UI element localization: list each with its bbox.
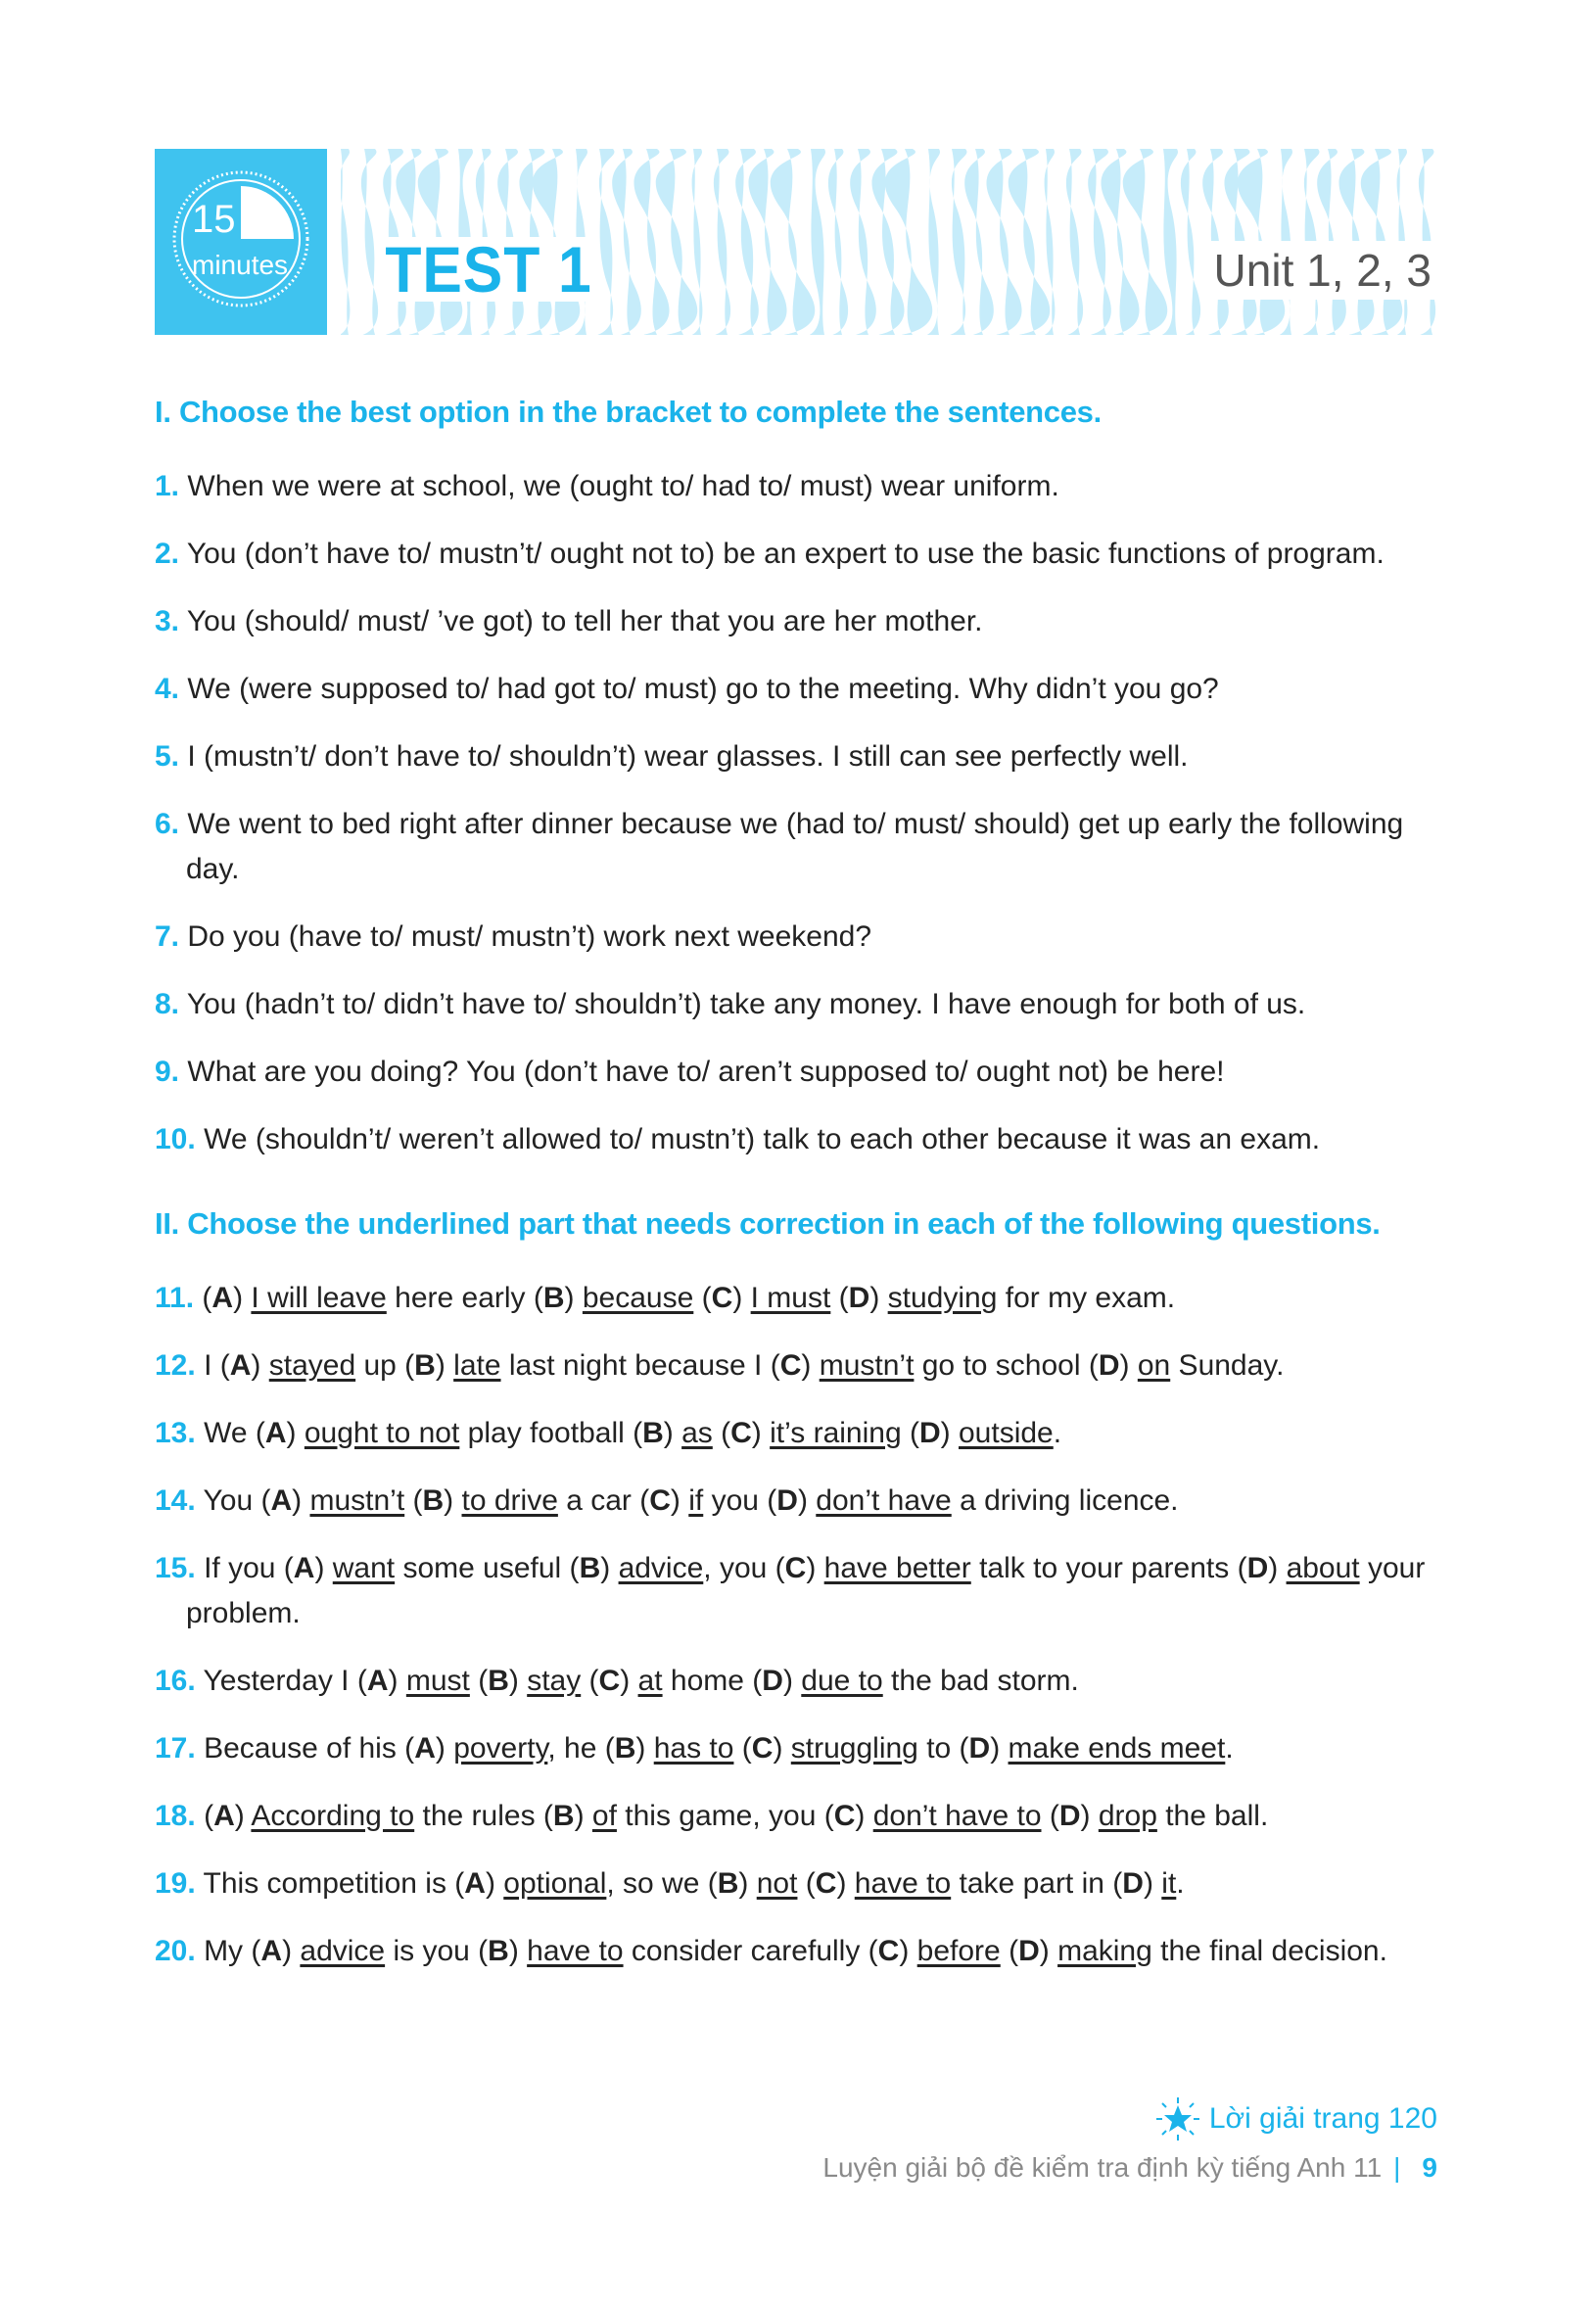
question-text: ) xyxy=(286,1417,305,1449)
option-letter: A xyxy=(211,1282,234,1314)
question-text: . xyxy=(1176,1867,1185,1900)
question-text: ) xyxy=(797,1484,817,1517)
underlined-option: make ends meet xyxy=(1008,1732,1226,1765)
question-text-continued: problem. xyxy=(186,1597,301,1629)
question-number: 19. xyxy=(155,1867,196,1900)
option-letter: D xyxy=(1098,1349,1120,1382)
question-text: talk to your parents ( xyxy=(970,1552,1247,1584)
section-title-1: I. Choose the best option in the bracket to complete the sentences. xyxy=(155,395,1102,429)
question-item xyxy=(155,1861,1437,1906)
option-letter: B xyxy=(717,1867,739,1900)
question-text: ) xyxy=(435,1732,454,1765)
question-text: ( xyxy=(204,1800,214,1832)
footer-separator: | xyxy=(1393,2152,1401,2183)
unit-label: Unit 1, 2, 3 xyxy=(1200,241,1437,300)
question-item xyxy=(155,1546,1437,1636)
question-text: ) xyxy=(234,1800,252,1832)
question-text: ) xyxy=(1143,1867,1162,1900)
underlined-option: making xyxy=(1057,1935,1152,1967)
question-text: some useful ( xyxy=(395,1552,580,1584)
option-letter: B xyxy=(488,1935,509,1967)
question-item xyxy=(155,667,1437,712)
question-text: ) xyxy=(670,1484,689,1517)
underlined-option: outside xyxy=(958,1417,1054,1449)
underlined-option: have to xyxy=(854,1867,952,1900)
question-text: ( xyxy=(712,1417,731,1449)
underlined-option: drop xyxy=(1098,1800,1157,1832)
question-text: ) xyxy=(940,1417,959,1449)
question-number: 20. xyxy=(155,1935,196,1967)
question-text: to ( xyxy=(917,1732,969,1765)
question-text: ) xyxy=(738,1867,757,1900)
option-letter: B xyxy=(642,1417,664,1449)
question-item xyxy=(155,1929,1437,1974)
question-text: the ball. xyxy=(1156,1800,1269,1832)
underlined-option: about xyxy=(1286,1552,1360,1584)
question-number: 14. xyxy=(155,1484,196,1517)
question-text: up ( xyxy=(355,1349,415,1382)
question-text: ) xyxy=(233,1282,252,1314)
question-text: ) xyxy=(773,1732,791,1765)
question-item xyxy=(155,1050,1437,1095)
option-letter: A xyxy=(229,1349,252,1382)
underlined-option: want xyxy=(332,1552,396,1584)
timer-badge xyxy=(155,149,327,335)
question-text: your xyxy=(1359,1552,1426,1584)
underlined-option: to drive xyxy=(461,1484,558,1517)
question-text: ( xyxy=(733,1732,752,1765)
question-number: 16. xyxy=(155,1665,196,1697)
option-letter: A xyxy=(293,1552,315,1584)
underlined-option: advice xyxy=(618,1552,704,1584)
question-text: My ( xyxy=(204,1935,261,1967)
question-text: ( xyxy=(1041,1800,1059,1832)
question-text: What are you doing? You (don’t have to/ aren’t supposed to/ ought not) be here! xyxy=(187,1056,1225,1088)
question-text: ) xyxy=(990,1732,1009,1765)
question-text: ) xyxy=(1039,1935,1058,1967)
question-text: You (should/ must/ ’ve got) to tell her that you are her mother. xyxy=(186,605,983,637)
underlined-option: I must xyxy=(750,1282,831,1314)
option-letter: C xyxy=(815,1867,837,1900)
question-item xyxy=(155,915,1437,960)
underlined-option: have to xyxy=(527,1935,624,1967)
question-text: ) xyxy=(1080,1800,1099,1832)
underlined-option: on xyxy=(1137,1349,1171,1382)
underlined-option: because xyxy=(582,1282,694,1314)
question-number: 1. xyxy=(155,470,180,502)
option-letter: A xyxy=(213,1800,235,1832)
underlined-option: has to xyxy=(653,1732,734,1765)
underlined-option: struggling xyxy=(790,1732,918,1765)
underlined-option: at xyxy=(637,1665,663,1697)
question-text: ) xyxy=(855,1800,873,1832)
question-text: ) xyxy=(635,1732,654,1765)
option-letter: D xyxy=(848,1282,870,1314)
question-text: ( xyxy=(693,1282,712,1314)
underlined-option: According to xyxy=(251,1800,415,1832)
question-text: go to school ( xyxy=(914,1349,1099,1382)
option-letter: C xyxy=(784,1552,807,1584)
question-number: 6. xyxy=(155,808,180,840)
question-number: 2. xyxy=(155,538,180,570)
question-item xyxy=(155,1659,1437,1704)
question-text: When we were at school, we (ought to/ had to/ must) wear uniform. xyxy=(187,470,1059,502)
question-text: ) xyxy=(869,1282,888,1314)
question-text: You (hadn’t to/ didn’t have to/ shouldn’t) take any money. I have enough for both of us. xyxy=(186,988,1306,1020)
option-letter: C xyxy=(711,1282,733,1314)
question-text: last night because I ( xyxy=(500,1349,780,1382)
question-text: for my exam. xyxy=(997,1282,1176,1314)
question-number: 9. xyxy=(155,1056,180,1088)
question-text: Yesterday I ( xyxy=(203,1665,367,1697)
question-number: 13. xyxy=(155,1417,196,1449)
underlined-option: optional xyxy=(503,1867,607,1900)
question-text: We (shouldn’t/ weren’t allowed to/ mustn’t) talk to each other because it was an exam. xyxy=(204,1123,1321,1155)
question-text: the rules ( xyxy=(414,1800,553,1832)
answer-reference xyxy=(1154,2095,1437,2142)
question-text: ( xyxy=(581,1665,599,1697)
option-letter: D xyxy=(1058,1800,1081,1832)
question-text: . xyxy=(1053,1417,1062,1449)
underlined-option: mustn’t xyxy=(309,1484,405,1517)
question-text: ) xyxy=(801,1349,820,1382)
underlined-option: if xyxy=(688,1484,704,1517)
question-number: 18. xyxy=(155,1800,196,1832)
underlined-option: mustn’t xyxy=(819,1349,915,1382)
option-letter: B xyxy=(579,1552,601,1584)
underlined-option: don’t have to xyxy=(872,1800,1042,1832)
underlined-option: due to xyxy=(801,1665,883,1697)
question-text: ) xyxy=(444,1484,462,1517)
option-letter: B xyxy=(422,1484,445,1517)
question-text: is you ( xyxy=(385,1935,489,1967)
question-text: consider carefully ( xyxy=(623,1935,878,1967)
question-number: 15. xyxy=(155,1552,196,1584)
option-letter: D xyxy=(1122,1867,1144,1900)
question-text: ( xyxy=(1000,1935,1019,1967)
question-text: We went to bed right after dinner because we (had to/ must/ should) get up early the following xyxy=(187,808,1404,840)
question-number: 7. xyxy=(155,920,180,953)
test-content xyxy=(155,390,1437,1997)
underlined-option: as xyxy=(681,1417,713,1449)
question-text: ) xyxy=(251,1349,269,1382)
option-letter: D xyxy=(762,1665,783,1697)
underlined-option: studying xyxy=(887,1282,998,1314)
question-text: ) xyxy=(836,1867,855,1900)
option-letter: A xyxy=(366,1665,389,1697)
option-letter: C xyxy=(751,1732,774,1765)
option-letter: A xyxy=(270,1484,293,1517)
question-text: ) xyxy=(485,1867,504,1900)
question-item xyxy=(155,1343,1437,1388)
question-item xyxy=(155,1794,1437,1839)
question-text: . xyxy=(1225,1732,1234,1765)
question-number: 8. xyxy=(155,988,180,1020)
option-letter: D xyxy=(968,1732,991,1765)
question-item xyxy=(155,464,1437,509)
option-letter: B xyxy=(542,1282,565,1314)
question-text: I (mustn’t/ don’t have to/ shouldn’t) wear glasses. I still can see perfectly well. xyxy=(187,740,1189,773)
page-number: 9 xyxy=(1422,2152,1437,2183)
question-text: ) xyxy=(806,1552,824,1584)
timer-number: 15 xyxy=(192,198,236,241)
question-text: ( xyxy=(404,1484,423,1517)
question-text: Do you (have to/ must/ mustn’t) work next weekend? xyxy=(187,920,872,953)
option-letter: B xyxy=(414,1349,436,1382)
option-letter: D xyxy=(776,1484,798,1517)
question-number: 12. xyxy=(155,1349,196,1382)
question-text: here early ( xyxy=(386,1282,543,1314)
question-text: ) xyxy=(620,1665,638,1697)
question-item xyxy=(155,599,1437,644)
question-text: ) xyxy=(1268,1552,1287,1584)
question-text: ( xyxy=(830,1282,849,1314)
option-letter: D xyxy=(918,1417,941,1449)
section-2-questions xyxy=(155,1276,1437,1974)
option-letter: D xyxy=(1018,1935,1040,1967)
option-letter: D xyxy=(1246,1552,1269,1584)
underlined-option: stay xyxy=(527,1665,582,1697)
question-number: 3. xyxy=(155,605,180,637)
question-text: ) xyxy=(732,1282,751,1314)
underlined-option: must xyxy=(405,1665,470,1697)
question-text: ) xyxy=(314,1552,333,1584)
underlined-option: poverty xyxy=(453,1732,548,1765)
question-text: ) xyxy=(564,1282,583,1314)
question-text: , he ( xyxy=(547,1732,615,1765)
question-item xyxy=(155,802,1437,892)
question-item xyxy=(155,982,1437,1027)
question-text: , so we ( xyxy=(606,1867,718,1900)
option-letter: A xyxy=(264,1417,287,1449)
option-letter: C xyxy=(877,1935,900,1967)
underlined-option: of xyxy=(591,1800,617,1832)
question-text: ) xyxy=(574,1800,592,1832)
section-1-questions xyxy=(155,464,1437,1162)
question-text: , you ( xyxy=(703,1552,785,1584)
question-text: home ( xyxy=(662,1665,763,1697)
question-item xyxy=(155,532,1437,577)
underlined-option: late xyxy=(453,1349,501,1382)
question-text: ( xyxy=(901,1417,919,1449)
question-text: play football ( xyxy=(459,1417,643,1449)
question-item xyxy=(155,1726,1437,1771)
question-item xyxy=(155,1411,1437,1456)
underlined-option: don’t have xyxy=(816,1484,952,1517)
question-text: ) xyxy=(600,1552,619,1584)
option-letter: A xyxy=(414,1732,436,1765)
option-letter: C xyxy=(598,1665,621,1697)
question-text: take part in ( xyxy=(951,1867,1123,1900)
question-number: 10. xyxy=(155,1123,196,1155)
question-text: a car ( xyxy=(557,1484,650,1517)
question-number: 11. xyxy=(155,1282,195,1314)
option-letter: B xyxy=(614,1732,636,1765)
answer-reference-text: Lời giải trang 120 xyxy=(1208,2102,1437,2135)
question-text: ( xyxy=(797,1867,816,1900)
section-title-2: II. Choose the underlined part that needs correction in each of the following questions. xyxy=(155,1206,1381,1241)
question-text: ) xyxy=(388,1665,406,1697)
underlined-option: have better xyxy=(823,1552,971,1584)
question-text: ) xyxy=(751,1417,771,1449)
clock-icon xyxy=(168,166,313,311)
option-letter: C xyxy=(779,1349,802,1382)
option-letter: A xyxy=(260,1935,283,1967)
question-text: ) xyxy=(292,1484,310,1517)
question-text: ) xyxy=(899,1935,917,1967)
question-text-continued: day. xyxy=(186,853,240,885)
option-letter: A xyxy=(464,1867,486,1900)
question-text: ) xyxy=(508,1665,528,1697)
underlined-option: ought to not xyxy=(304,1417,460,1449)
question-text: We (were supposed to/ had got to/ must) go to the meeting. Why didn’t you go? xyxy=(187,673,1219,705)
page-footer xyxy=(822,2150,1437,2186)
question-text: Sunday. xyxy=(1170,1349,1285,1382)
test-title: TEST 1 xyxy=(378,237,599,302)
question-item xyxy=(155,734,1437,779)
book-title: Luyện giải bộ đề kiểm tra định kỳ tiếng Anh 11 xyxy=(822,2152,1383,2183)
question-text: ) xyxy=(782,1665,802,1697)
underlined-option: advice xyxy=(300,1935,386,1967)
question-text: ) xyxy=(435,1349,454,1382)
question-text: the final decision. xyxy=(1151,1935,1387,1967)
star-icon xyxy=(1154,2095,1201,2142)
question-item xyxy=(155,1117,1437,1162)
question-text: Because of his ( xyxy=(204,1732,415,1765)
underlined-option: not xyxy=(756,1867,798,1900)
question-text: the bad storm. xyxy=(882,1665,1079,1697)
question-text: ) xyxy=(282,1935,301,1967)
underlined-option: stayed xyxy=(268,1349,356,1382)
question-text: We ( xyxy=(204,1417,265,1449)
question-text: If you ( xyxy=(204,1552,294,1584)
test-header xyxy=(155,149,1437,335)
option-letter: C xyxy=(649,1484,671,1517)
option-letter: B xyxy=(488,1665,509,1697)
question-number: 4. xyxy=(155,673,180,705)
question-text: you ( xyxy=(703,1484,777,1517)
question-text: You ( xyxy=(203,1484,271,1517)
question-text: This competition is ( xyxy=(203,1867,465,1900)
option-letter: B xyxy=(552,1800,575,1832)
question-text: ) xyxy=(508,1935,528,1967)
question-text: You (don’t have to/ mustn’t/ ought not to) be an expert to use the basic functions of program. xyxy=(186,538,1385,570)
underlined-option: I will leave xyxy=(251,1282,387,1314)
question-text: ( xyxy=(469,1665,489,1697)
question-text: a driving licence. xyxy=(951,1484,1179,1517)
option-letter: C xyxy=(730,1417,752,1449)
question-item xyxy=(155,1479,1437,1524)
question-number: 17. xyxy=(155,1732,196,1765)
question-text: ) xyxy=(1119,1349,1138,1382)
question-text: this game, you ( xyxy=(616,1800,834,1832)
question-text: I ( xyxy=(204,1349,230,1382)
question-text: ( xyxy=(202,1282,212,1314)
question-item xyxy=(155,1276,1437,1321)
option-letter: C xyxy=(833,1800,856,1832)
question-number: 5. xyxy=(155,740,180,773)
underlined-option: it xyxy=(1161,1867,1177,1900)
underlined-option: before xyxy=(916,1935,1001,1967)
timer-unit: minutes xyxy=(192,250,289,280)
question-text: ) xyxy=(663,1417,682,1449)
underlined-option: it’s raining xyxy=(770,1417,902,1449)
